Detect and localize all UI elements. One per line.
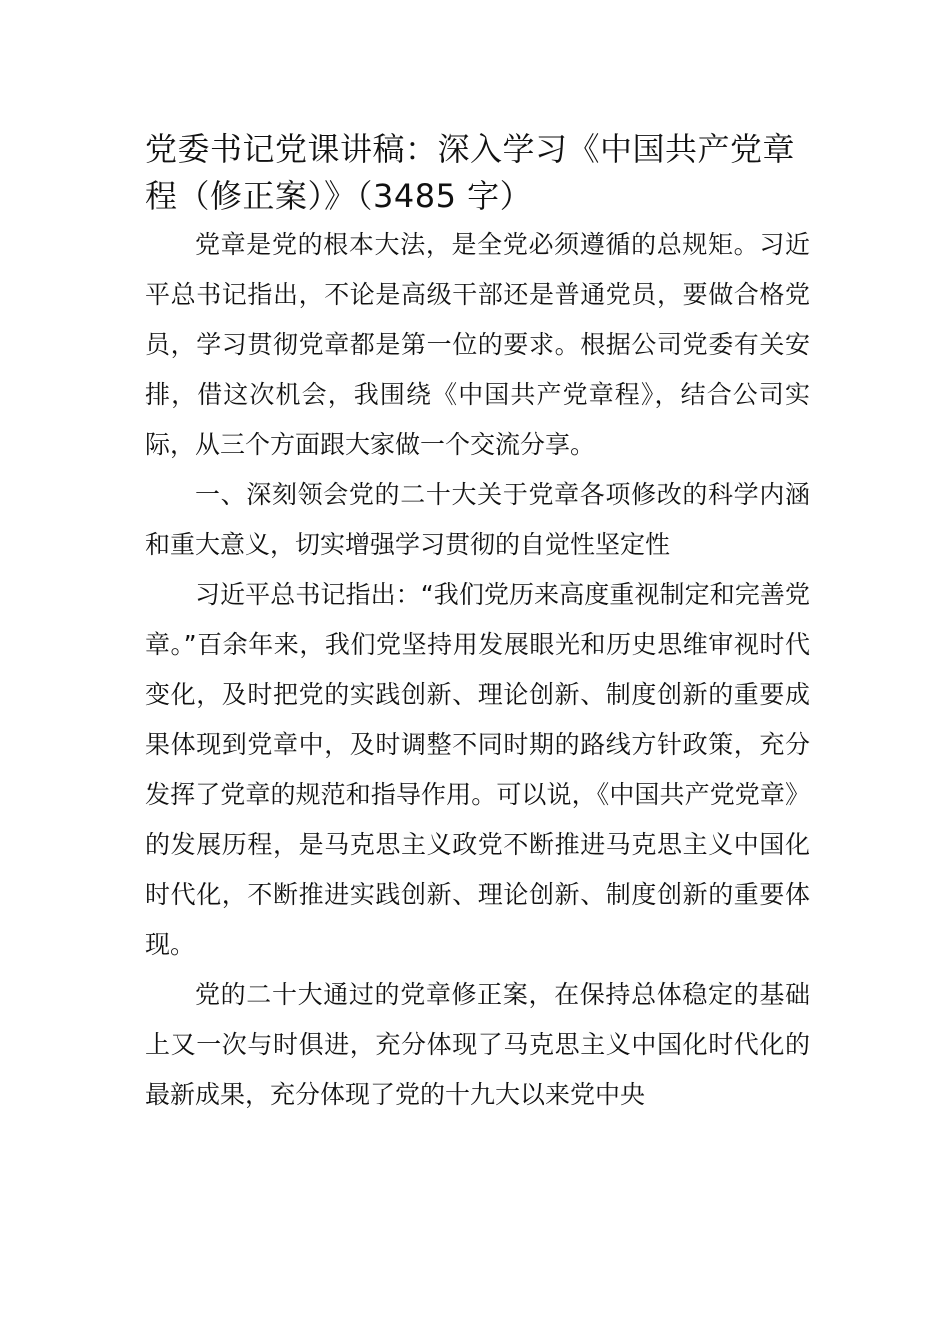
document-title: 党委书记党课讲稿：深入学习《中国共产党章程（修正案）》（3485 字） xyxy=(145,130,796,215)
paragraph-history: 习近平总书记指出：“我们党历来高度重视制定和完善党章。”百余年来，我们党坚持用发展眼光和历史思维审视时代变化，及时把党的实践创新、理论创新、制度创新的重要成果体现到党章中，及时调整不同时期的路线方针政策，充分发挥了党章的规范和指导作用。可以说，《中国共产党党章》的发展历程，是马克思主义政党不断推进马克思主义中国化时代化，不断推进实践创新、理论创新、制度创新的重要体现。 xyxy=(145,580,810,959)
paragraph-amendment: 党的二十大通过的党章修正案，在保持总体稳定的基础上又一次与时俱进，充分体现了马克思主义中国化时代化的最新成果，充分体现了党的十九大以来党中央 xyxy=(145,980,810,1109)
paragraph-intro: 党章是党的根本大法，是全党必须遵循的总规矩。习近平总书记指出，不论是高级干部还是普通党员，要做合格党员，学习贯彻党章都是第一位的要求。根据公司党委有关安排，借这次机会，我围绕《中国共产党章程》，结合公司实际，从三个方面跟大家做一个交流分享。 xyxy=(145,230,810,459)
section-heading-one: 一、深刻领会党的二十大关于党章各项修改的科学内涵和重大意义，切实增强学习贯彻的自觉性坚定性 xyxy=(145,480,810,559)
document-body xyxy=(145,126,810,1120)
